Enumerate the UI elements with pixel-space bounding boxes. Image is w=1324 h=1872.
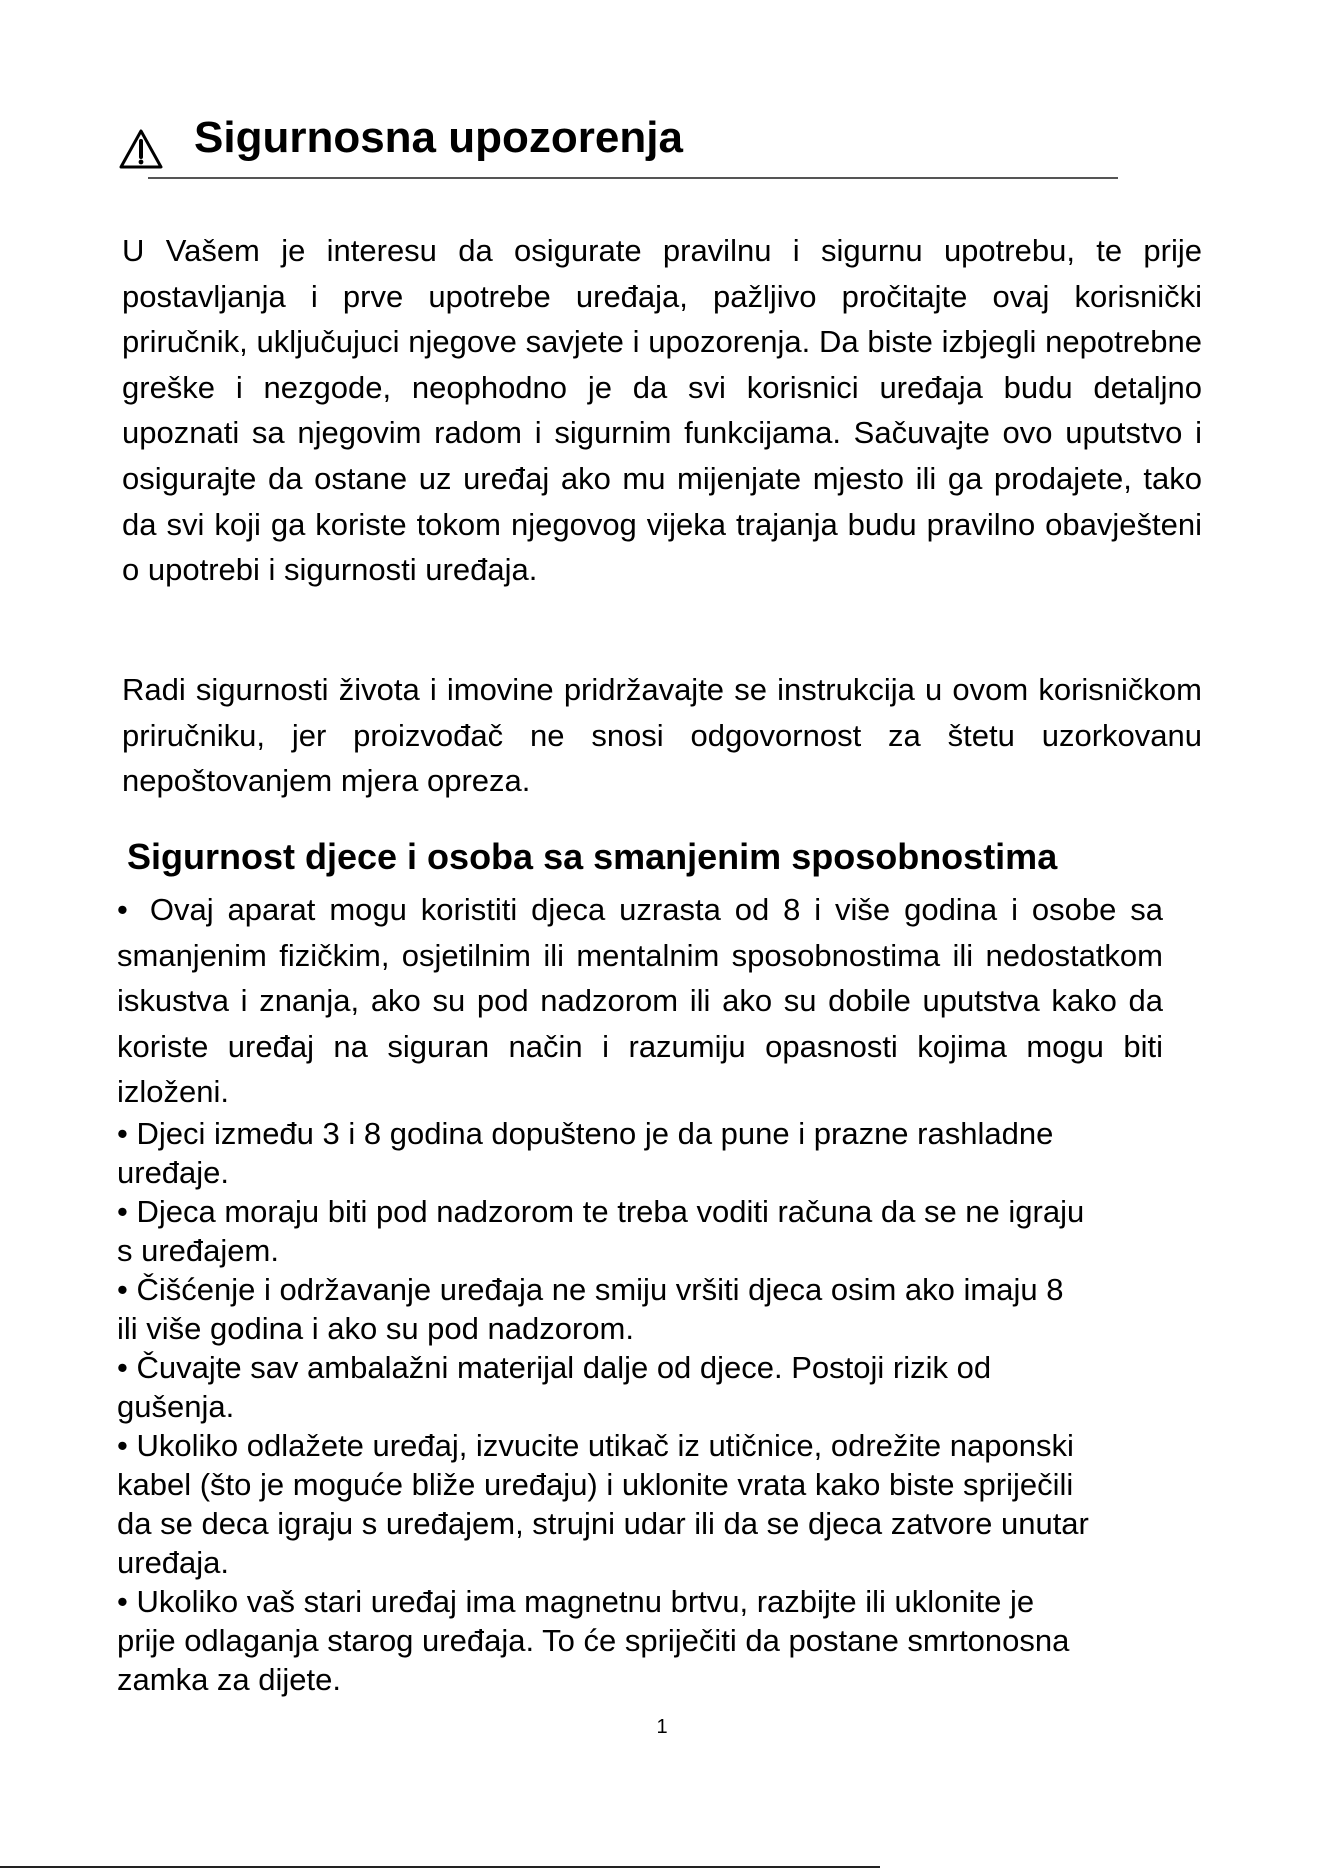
bullet-item-2: • Djeci između 3 i 8 godina dopušteno je da pune i prazne rashladne uređaje. <box>117 1116 1054 1190</box>
page-number: 1 <box>656 1716 668 1738</box>
footer-divider <box>0 1866 880 1868</box>
bullet-item-1-text: Ovaj aparat mogu koristiti djeca uzrasta od 8 i više godina i osobe sa smanjenim fizičkim, osjetilnim ili mentalnim sposobnostima ili nedostatkom iskustva i znanja, ako su pod nadzorom ili ako su dobile uputstva kako da koriste uređaj na siguran način i razumiju opasnosti kojima mogu biti izloženi. <box>117 892 1163 1109</box>
intro-paragraph-2: Radi sigurnosti života i imovine pridržavajte se instrukcija u ovom korisničkom priručniku, jer proizvođač ne snosi odgovornost za štetu uzorkovanu nepoštovanjem mjera opreza. <box>122 672 1202 799</box>
bullet-marker: • <box>117 892 128 927</box>
bullet-item-5: • Čuvajte sav ambalažni materijal dalje od djece. Postoji rizik od gušenja. <box>117 1350 992 1424</box>
bullet-item-4: • Čišćenje i održavanje uređaja ne smiju vršiti djeca osim ako imaju 8 ili više godina i ako su pod nadzorom. <box>117 1272 1064 1346</box>
bullet-item-1 <box>117 887 1163 1115</box>
section-heading: Sigurnost djece i osoba sa smanjenim sposobnostima <box>127 836 1058 877</box>
bullet-list <box>117 1114 1227 1699</box>
title-divider <box>148 177 1118 179</box>
bullet-item-6: • Ukoliko odlažete uređaj, izvucite utikač iz utičnice, odrežite naponski kabel (što je moguće bliže uređaju) i uklonite vrata kako biste spriječili da se deca igraju s uređajem, strujni udar ili da se djeca zatvore unutar uređaja. <box>117 1428 1089 1580</box>
warning-triangle-icon <box>118 128 164 170</box>
intro-paragraph-1: U Vašem je interesu da osigurate pravilnu i sigurnu upotrebu, te prije postavljanja i prve upotrebe uređaja, pažljivo pročitajte ovaj korisnički priručnik, uključujuci njegove savjete i upozorenja. Da biste izbjegli nepotrebne greške i nezgode, neophodno je da svi korisnici uređaja budu detaljno upoznati sa njegovim radom i sigurnim funkcijama. Sačuvajte ovo uputstvo i osigurajte da ostane uz uređaj ako mu mijenjate mjesto ili ga prodajete, tako da svi koji ga koriste tokom njegovog vijeka trajanja budu pravilno obavješteni o upotrebi i sigurnosti uređaja. <box>122 233 1202 588</box>
page-title: Sigurnosna upozorenja <box>194 113 683 162</box>
bullet-item-3: • Djeca moraju biti pod nadzorom te treba voditi računa da se ne igraju s uređajem. <box>117 1194 1085 1268</box>
bullet-item-7: • Ukoliko vaš stari uređaj ima magnetnu brtvu, razbijte ili uklonite je prije odlaganja starog uređaja. To će spriječiti da postane smrtonosna zamka za dijete. <box>117 1584 1070 1697</box>
title-row <box>118 108 1118 168</box>
